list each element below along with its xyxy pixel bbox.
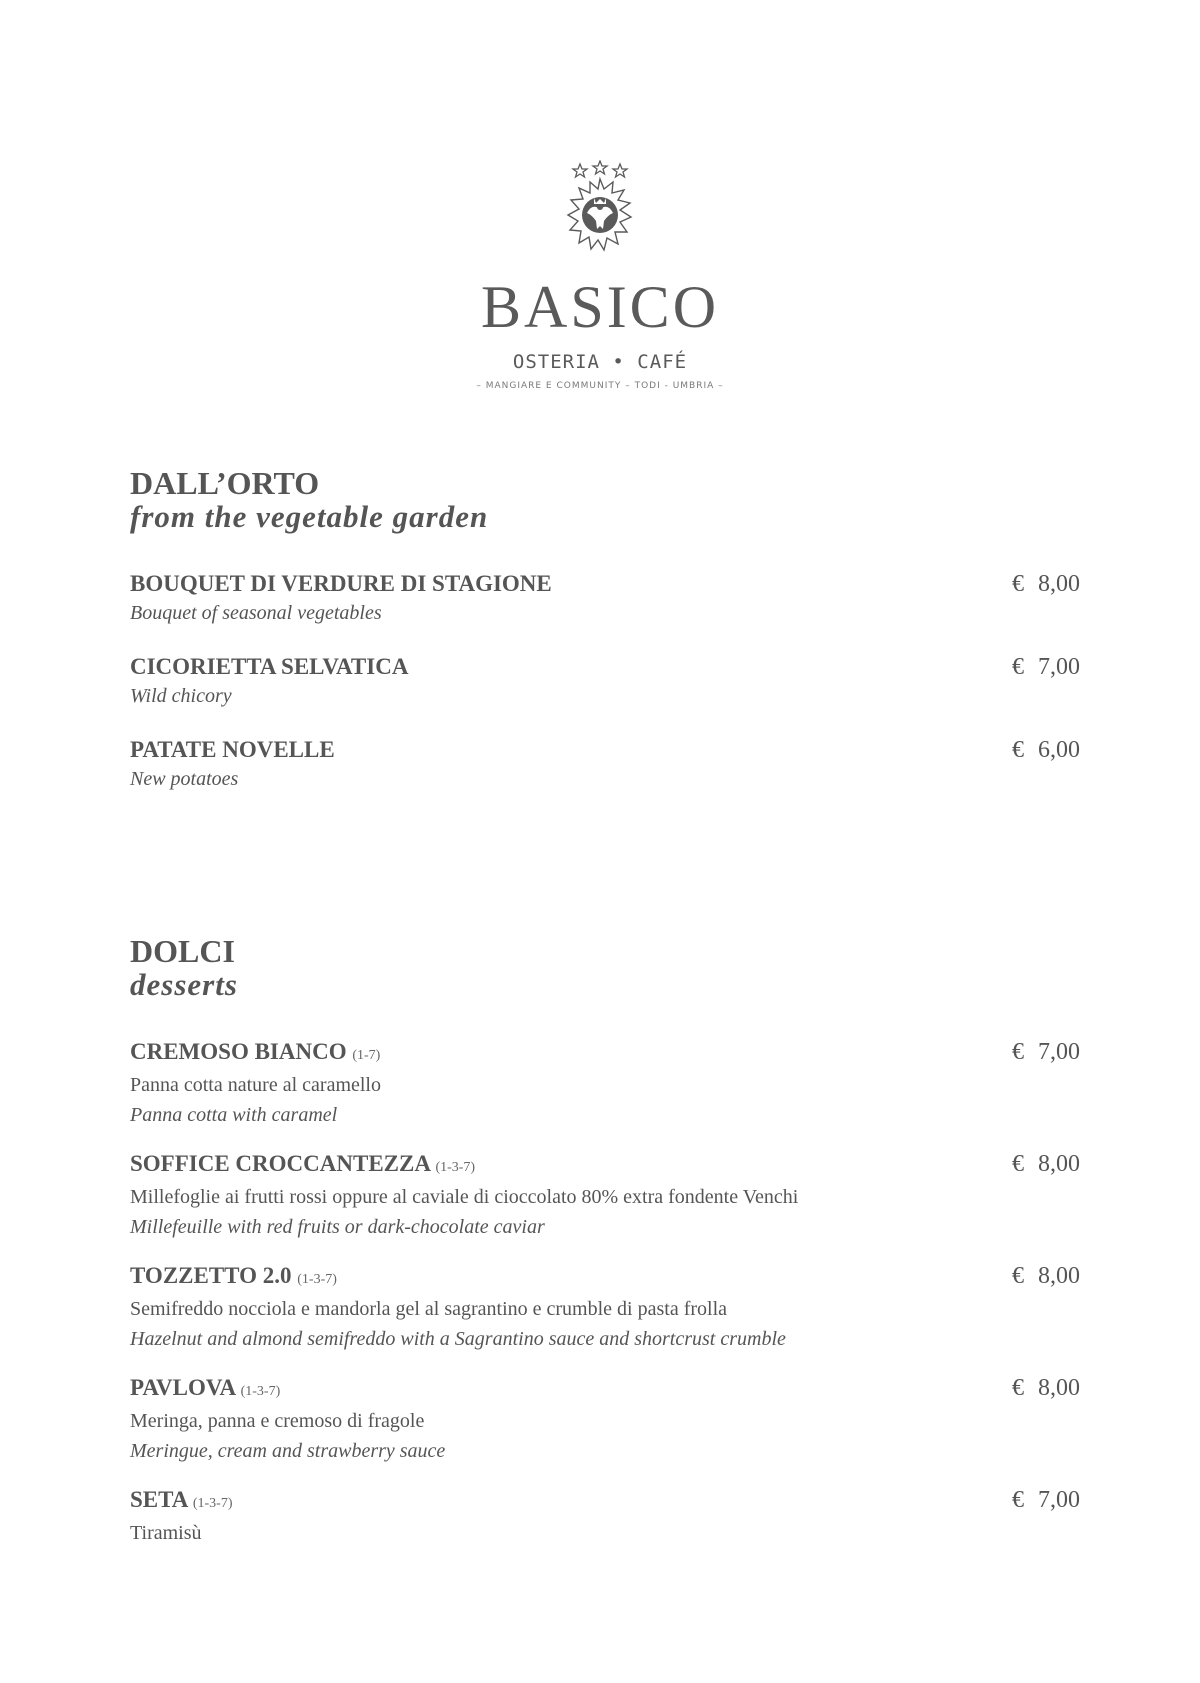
section-title: DOLCI [130,933,235,969]
item-description-en: Millefeuille with red fruits or dark-chocolate caviar [130,1216,545,1238]
currency-symbol: € [1012,1263,1024,1289]
eagle-sun-emblem-icon [555,160,645,255]
menu-item [130,1038,1080,1130]
price-value: 8,00 [1038,1375,1080,1401]
item-price [1012,1374,1080,1402]
section-subtitle: desserts [130,967,238,1002]
allergen-codes: (1-7) [352,1048,381,1063]
item-description-it: Semifreddo nocciola e mandorla gel al sagrantino e crumble di pasta frolla [130,1298,728,1320]
brand-tagline: – MANGIARE E COMMUNITY – TODI - UMBRIA – [476,381,724,391]
item-name: CREMOSO BIANCO [130,1039,347,1064]
item-name: SOFFICE CROCCANTEZZA [130,1151,430,1176]
item-name: PAVLOVA [130,1375,235,1400]
item-description-it: Millefoglie ai frutti rossi oppure al caviale di cioccolato 80% extra fondente Venchi [130,1186,799,1208]
item-name: CICORIETTA SELVATICA [130,654,409,679]
currency-symbol: € [1012,1151,1024,1177]
section-dolci [130,934,1080,1554]
currency-symbol: € [1012,571,1024,597]
item-description-it: Meringa, panna e cremoso di fragole [130,1410,425,1432]
item-description-it: Panna cotta nature al caramello [130,1074,381,1096]
item-price [1012,1150,1080,1178]
brand-subtitle: OSTERIA • CAFÉ [512,351,688,373]
menu-item [130,1374,1080,1466]
allergen-codes: (1-3-7) [192,1496,233,1511]
menu-item [130,1262,1080,1354]
currency-symbol: € [1012,1487,1024,1513]
menu-item [130,736,1080,794]
currency-symbol: € [1012,1375,1024,1401]
menu-item [130,653,1080,711]
price-value: 7,00 [1038,1487,1080,1513]
item-price [1012,653,1080,681]
allergen-codes: (1-3-7) [240,1384,281,1399]
item-description-en: Meringue, cream and strawberry sauce [130,1440,446,1462]
menu-item [130,570,1080,628]
item-name: SETA [130,1487,188,1512]
brand-name: BASICO [480,274,720,340]
restaurant-logo [0,160,1200,391]
price-value: 6,00 [1038,737,1080,763]
menu-item [130,1150,1080,1242]
item-price [1012,1038,1080,1066]
price-value: 7,00 [1038,654,1080,680]
item-name: BOUQUET DI VERDURE DI STAGIONE [130,571,552,596]
allergen-codes: (1-3-7) [435,1160,476,1175]
item-name: TOZZETTO 2.0 [130,1263,292,1288]
item-description-en: New potatoes [130,768,239,790]
currency-symbol: € [1012,1039,1024,1065]
item-price [1012,1262,1080,1290]
price-value: 8,00 [1038,1263,1080,1289]
section-subtitle: from the vegetable garden [130,499,489,534]
item-description-en: Wild chicory [130,685,232,707]
price-value: 7,00 [1038,1039,1080,1065]
item-description-en: Panna cotta with caramel [130,1104,338,1126]
item-description-en: Bouquet of seasonal vegetables [130,602,382,624]
section-title: DALL’ORTO [130,465,320,501]
price-value: 8,00 [1038,571,1080,597]
section-dallorto [130,466,1080,806]
currency-symbol: € [1012,737,1024,763]
currency-symbol: € [1012,654,1024,680]
menu-item [130,1486,1080,1548]
item-description-en: Hazelnut and almond semifreddo with a Sagrantino sauce and shortcrust crumble [130,1328,786,1350]
price-value: 8,00 [1038,1151,1080,1177]
item-name: PATATE NOVELLE [130,737,335,762]
item-price [1012,570,1080,598]
allergen-codes: (1-3-7) [297,1272,337,1287]
item-price [1012,736,1080,764]
item-price [1012,1486,1080,1514]
item-description-it: Tiramisù [130,1522,202,1544]
